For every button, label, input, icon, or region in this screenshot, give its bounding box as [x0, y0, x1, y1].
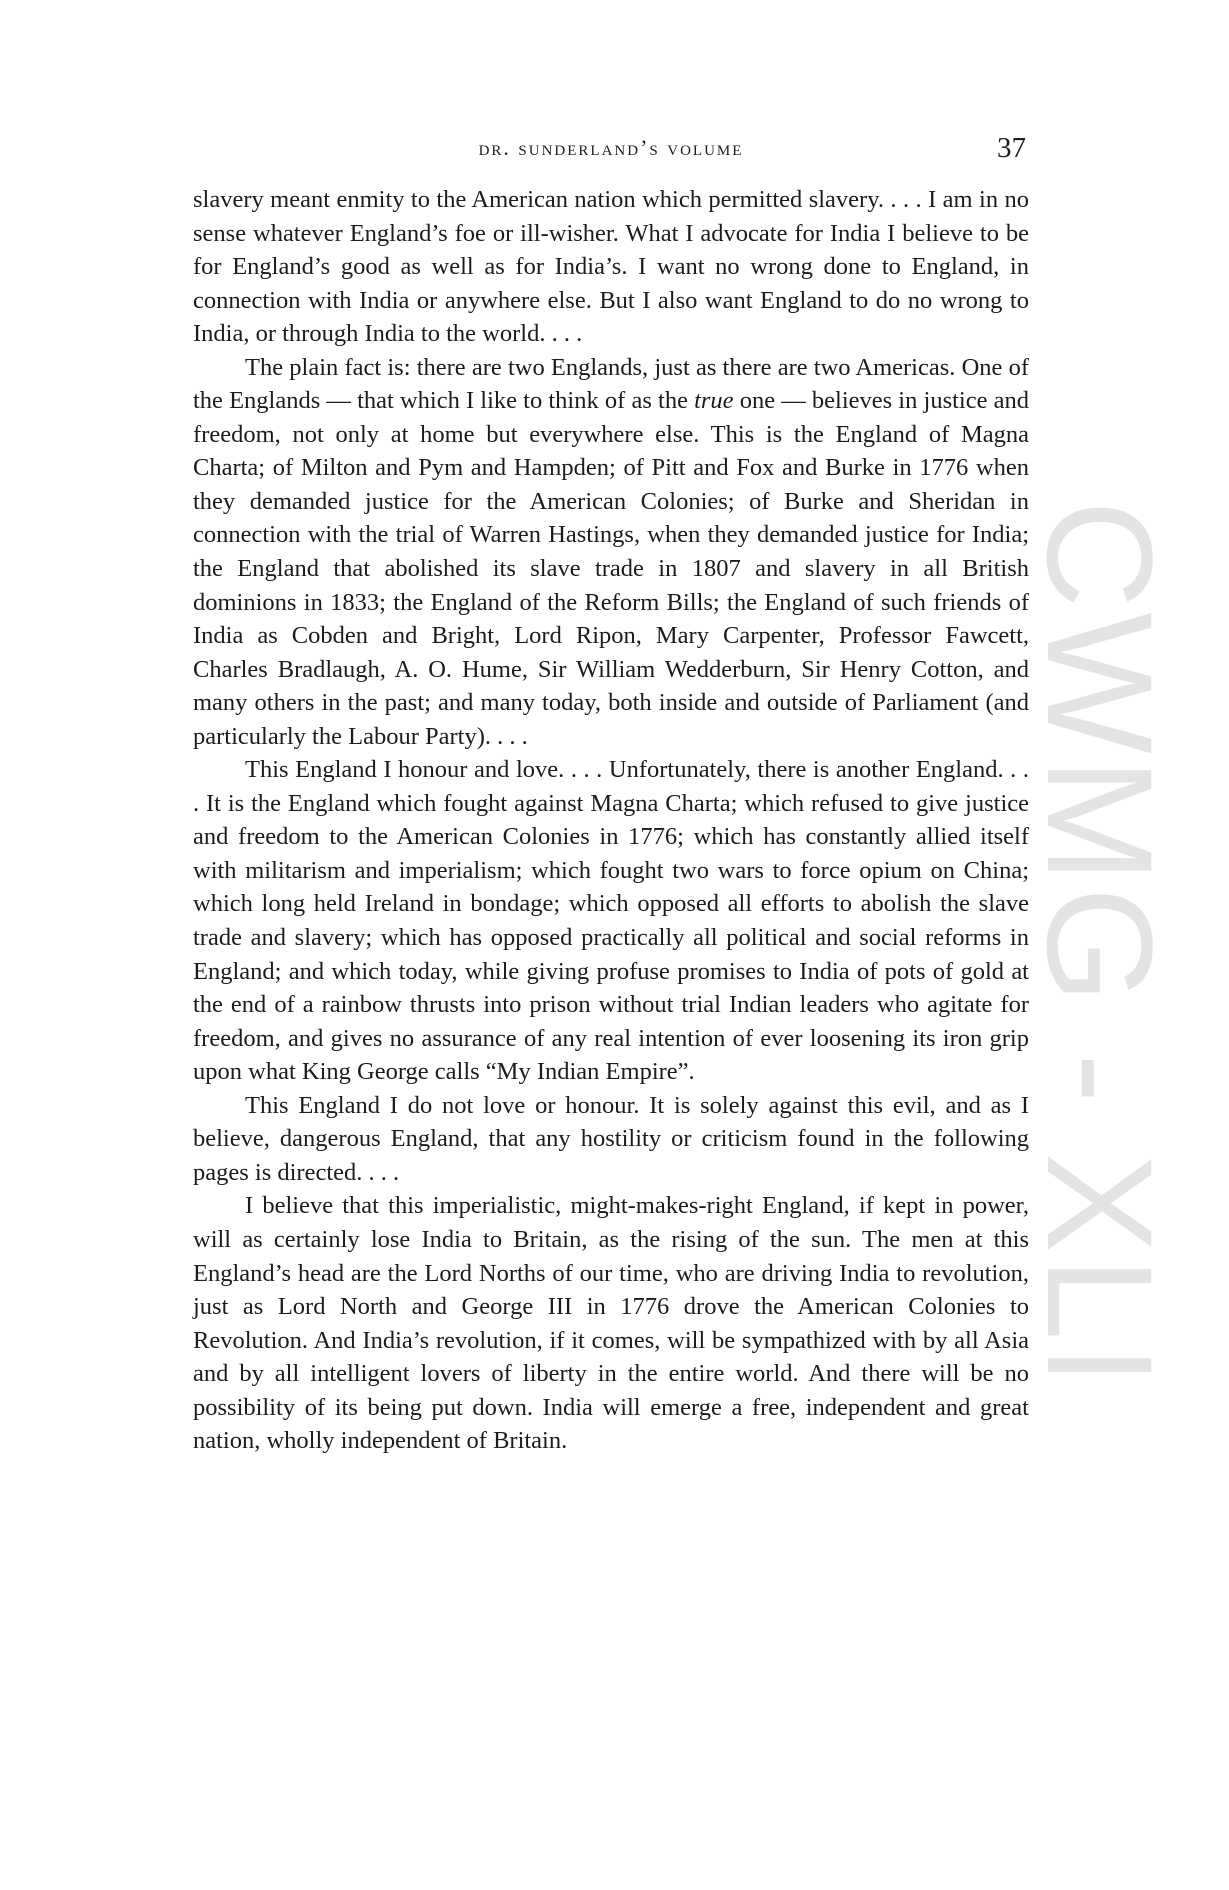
running-title: dr. sunderland’s volume — [478, 135, 744, 160]
paragraph-2-before: The plain fact is: there are two Englands, just as there are two Americas. One of the Englands — that which I like to think of as the — [193, 353, 1029, 415]
paragraph-3: This England I honour and love. . . . Unfortunately, there is another England. . . . It is the England which fought against Magna Charta; which refused to give justice and freedom to the American Colonies in 1776; which has constantly allied itself with militarism and imperialism; which fought two wars to force opium on China; which long held Ireland in bondage; which opposed all efforts to abolish the slave trade and slavery; which has opposed practically all political and social reforms in England; and which today, while giving profuse promises to India of pots of gold at the end of a rainbow thrusts into prison without trial Indian leaders who agitate for freedom, and gives no assurance of any real intention of ever loosening its iron grip upon what King George calls “My Indian Empire”. — [193, 756, 1029, 1086]
running-head — [196, 128, 1026, 168]
paragraph-2-italic: true — [694, 387, 734, 415]
paragraph-2-after: one — believes in justice and freedom, not only at home but everywhere else. This is the England of Magna Charta; of Milton and Pym and Hampden; of Pitt and Fox and Burke in 1776 when they demanded justice for the American Colonies; of Burke and Sheridan in connection with the trial of Warren Hastings, when they demanded justice for India; the England that abolished its slave trade in 1807 and slavery in all British dominions in 1833; the England of the Reform Bills; the England of such friends of India as Cobden and Bright, Lord Ripon, Mary Carpenter, Professor Fawcett, Charles Bradlaugh, A. O. Hume, Sir William Wedderburn, Sir Henry Cotton, and many others in the past; and many today, both inside and outside of Parliament (and particularly the Labour Party). . . . — [193, 387, 1029, 750]
paragraph-4: This England I do not love or honour. It is solely against this evil, and as I believe, dangerous England, that any hostility or criticism found in the following pages is directed. . . . — [193, 1091, 1029, 1186]
watermark-text: CWMG - XLI — [1016, 500, 1184, 1390]
paragraph-5: I believe that this imperialistic, might-makes-right England, if kept in power, will as certainly lose India to Britain, as the rising of the sun. The men at this England’s head are the Lord Norths of our time, who are driving India to revolution, just as Lord North and George III in 1776 drove the American Colonies to Revolution. And India’s revolution, if it comes, will be sympathized with by all Asia and by all intelligent lovers of liberty in the entire world. And there will be no possibility of its being put down. India will emerge a free, independent and great nation, wholly independent of Britain. — [193, 1192, 1029, 1455]
paragraph-1: slavery meant enmity to the American nation which permitted slavery. . . . I am in no sense whatever England’s foe or ill-wisher. What I advocate for India I believe to be for England’s good as well as for India’s. I want no wrong done to England, in connection with India or anywhere else. But I also want England to do no wrong to India, or through India to the world. . . . — [193, 186, 1029, 348]
page-number: 37 — [997, 132, 1026, 164]
body-text — [193, 183, 1029, 1458]
paragraph-2 — [193, 351, 1029, 754]
watermark — [1010, 500, 1190, 1400]
